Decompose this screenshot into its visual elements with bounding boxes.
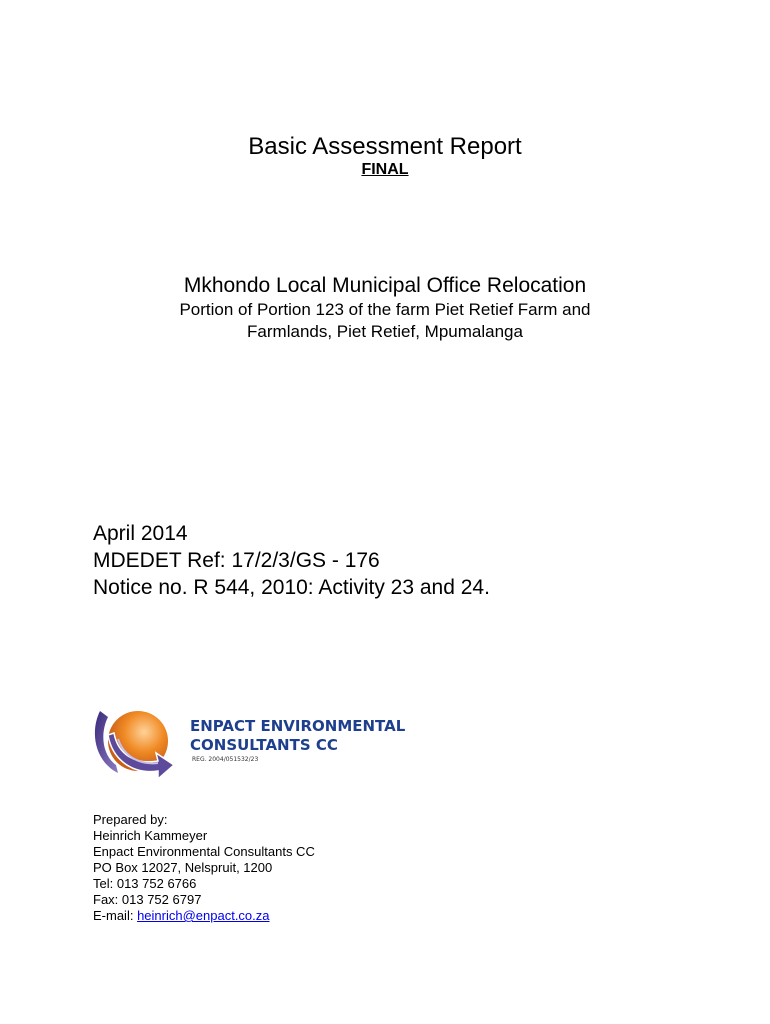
project-location [0,299,770,343]
report-reference: MDEDET Ref: 17/2/3/GS - 176 [93,549,380,572]
preparer-email-row [93,908,493,924]
preparer-company: Enpact Environmental Consultants CC [93,844,315,859]
prepared-by-block [93,812,493,924]
report-title: Basic Assessment Report [248,133,522,160]
project-name: Mkhondo Local Municipal Office Relocation [183,274,587,297]
company-logo [88,703,418,783]
report-status: FINAL [361,161,409,178]
preparer-fax: Fax: 013 752 6797 [93,892,202,907]
logo-line-2: CONSULTANTS CC [190,736,338,754]
email-label: E-mail: [93,908,138,923]
report-meta [93,520,753,601]
prepared-by-label: Prepared by: [93,812,168,827]
preparer-address: PO Box 12027, Nelspruit, 1200 [93,860,273,875]
logo-registration: REG. 2004/051532/23 [192,756,259,763]
report-notice: Notice no. R 544, 2010: Activity 23 and 24. [93,576,490,599]
preparer-tel: Tel: 013 752 6766 [93,876,197,891]
email-link[interactable]: heinrich@enpact.co.za [137,908,270,923]
preparer-name: Heinrich Kammeyer [93,828,208,843]
location-line-1: Portion of Portion 123 of the farm Piet Retief Farm and [179,300,591,319]
report-date: April 2014 [93,522,188,545]
location-line-2: Farmlands, Piet Retief, Mpumalanga [247,322,523,341]
logo-line-1: ENPACT ENVIRONMENTAL [190,717,406,735]
logo-wordmark [190,717,405,755]
enpact-logo-icon [88,703,176,783]
